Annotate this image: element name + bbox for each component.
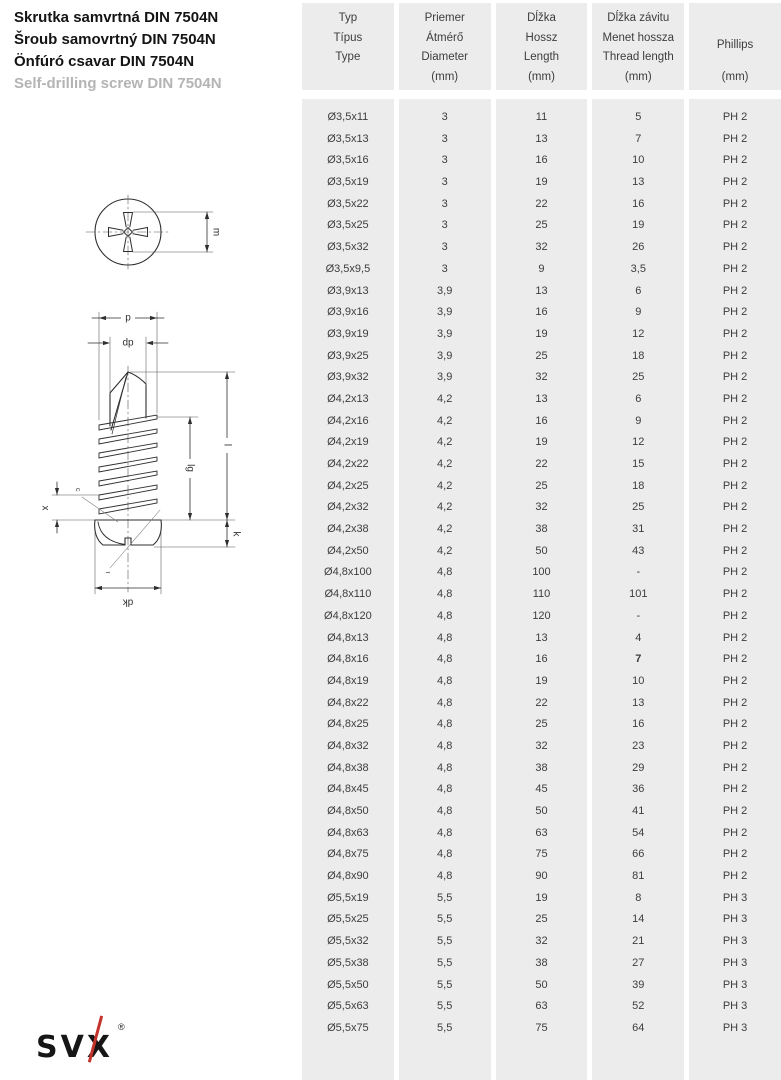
value-cell: 4,2 [437, 392, 453, 405]
value-cell: PH 3 [722, 913, 748, 926]
value-cell: 3 [441, 176, 448, 189]
value-cell: PH 2 [722, 696, 748, 709]
value-cell: PH 2 [722, 501, 748, 514]
value-cell: PH 2 [722, 306, 748, 319]
value-cell: 4,2 [437, 458, 453, 470]
header-line: Diameter [421, 51, 469, 63]
type-cell: Ø4,8x19 [327, 674, 369, 687]
type-cell: Ø3,9x16 [327, 306, 369, 319]
value-cell: PH 2 [722, 154, 748, 167]
body-column-type [302, 99, 394, 1080]
type-cell: Ø4,2x19 [327, 436, 369, 449]
type-cell: Ø5,5x32 [327, 935, 369, 948]
value-cell: 4,8 [437, 653, 453, 666]
body-column-phillips [689, 99, 781, 1080]
value-cell: 19 [535, 891, 548, 904]
value-cell: PH 2 [722, 674, 748, 687]
value-cell: 32 [535, 501, 548, 514]
value-cell: 54 [632, 826, 645, 839]
header-line [689, 9, 781, 29]
value-cell: 16 [632, 718, 645, 731]
value-cell: 41 [632, 805, 645, 817]
value-cell: 50 [535, 544, 548, 557]
value-cell: PH 3 [722, 1000, 748, 1013]
value-cell: 75 [535, 848, 548, 861]
value-cell: 4,8 [437, 609, 453, 622]
type-cell: Ø3,5x9,5 [325, 262, 371, 275]
value-cell: PH 2 [722, 392, 748, 405]
header-line: (mm) [528, 70, 555, 83]
type-cell: Ø4,8x120 [324, 609, 372, 622]
value-cell: 75 [535, 1021, 548, 1034]
value-cell: PH 2 [722, 718, 748, 731]
value-cell: 3 [441, 241, 448, 254]
value-cell: 9 [635, 414, 642, 427]
value-cell: 4,8 [437, 718, 453, 731]
value-cell: 4,2 [437, 479, 453, 492]
value-cell: PH 2 [722, 566, 748, 579]
header-line: Priemer [424, 12, 465, 24]
value-cell: 4,2 [437, 436, 453, 449]
value-cell: 45 [535, 783, 548, 796]
type-cell: Ø4,8x13 [327, 631, 369, 644]
screw-top-view [86, 195, 222, 269]
header-line: Thread length [602, 51, 674, 63]
value-cell: 18 [632, 349, 645, 362]
value-cell: 3,9 [437, 284, 453, 297]
value-cell: 3,9 [437, 349, 453, 362]
value-cell: 5,5 [437, 956, 453, 969]
type-cell: Ø4,8x45 [327, 783, 369, 796]
value-cell: 50 [535, 978, 548, 991]
value-cell: PH 2 [722, 197, 748, 210]
value-cell: PH 2 [722, 848, 748, 861]
value-cell: 4,8 [437, 783, 453, 796]
type-cell: Ø3,9x19 [327, 327, 369, 340]
value-cell: PH 2 [722, 327, 748, 340]
value-cell: 13 [535, 392, 548, 405]
type-cell: Ø4,2x22 [327, 458, 369, 470]
value-cell: 25 [535, 479, 548, 492]
title-slovak: Skrutka samvrtná DIN 7504N [14, 9, 219, 26]
type-cell: Ø4,2x50 [327, 544, 369, 557]
value-cell: PH 3 [722, 956, 748, 969]
type-cell: Ø4,8x16 [327, 653, 369, 666]
dim-label-dk: dk [122, 596, 134, 608]
value-cell: 32 [535, 739, 548, 752]
value-cell: PH 2 [722, 132, 748, 145]
value-cell: PH 2 [722, 241, 748, 254]
type-cell: Ø4,2x16 [327, 414, 369, 427]
value-cell: PH 2 [722, 284, 748, 297]
value-cell: 16 [535, 306, 548, 319]
title-hungarian: Önfúró csavar DIN 7504N [14, 53, 195, 70]
value-cell: 6 [635, 392, 642, 405]
value-cell: 120 [532, 609, 551, 622]
value-cell: 13 [632, 176, 645, 189]
value-cell: 19 [535, 176, 548, 189]
value-cell: PH 2 [722, 176, 748, 189]
value-cell: 10 [632, 154, 645, 167]
header-line: (mm) [431, 70, 459, 83]
value-cell: PH 2 [722, 414, 748, 427]
screw-technical-drawing [30, 180, 260, 620]
value-cell: 14 [632, 913, 645, 926]
value-cell: 6 [635, 284, 642, 297]
value-cell: 3 [441, 219, 448, 232]
value-cell: 11 [535, 111, 548, 123]
value-cell: 12 [632, 327, 645, 340]
value-cell: PH 2 [722, 523, 748, 536]
registered-mark: ® [118, 1022, 125, 1032]
header-line: Átmérő [426, 31, 464, 44]
value-cell: 4,8 [437, 870, 453, 883]
header-line: Menet hossza [602, 31, 675, 44]
table-column-diameter [399, 3, 491, 1080]
value-cell: 90 [535, 870, 548, 883]
value-cell: 4,8 [437, 674, 453, 687]
dimension-k [154, 520, 242, 547]
value-cell: 5,5 [437, 891, 453, 904]
value-cell: 25 [535, 219, 548, 232]
value-cell: 21 [632, 935, 645, 948]
value-cell: 23 [632, 739, 645, 752]
value-cell: 4,8 [437, 805, 453, 817]
value-cell: - [636, 609, 641, 622]
svx-logo [36, 1024, 146, 1080]
title-czech: Šroub samovrtný DIN 7504N [14, 31, 216, 48]
value-cell: 13 [632, 696, 645, 709]
type-cell: Ø4,2x38 [327, 523, 369, 536]
value-cell: PH 2 [722, 458, 748, 470]
value-cell: 13 [535, 631, 548, 644]
dim-label-x: x [39, 505, 51, 511]
table-column-length [496, 3, 588, 1080]
value-cell: 3 [441, 132, 448, 145]
value-cell: 5,5 [437, 1021, 453, 1034]
value-cell: 19 [535, 327, 548, 340]
value-cell: PH 3 [722, 978, 748, 991]
value-cell: PH 2 [722, 870, 748, 883]
value-cell: 81 [632, 870, 645, 883]
header-cell-thread-length [592, 3, 684, 90]
value-cell: 101 [629, 588, 648, 601]
value-cell: 4,2 [437, 544, 453, 557]
type-cell: Ø4,8x75 [327, 848, 369, 861]
type-cell: Ø4,8x100 [324, 566, 372, 579]
value-cell: 31 [632, 523, 645, 536]
dimension-lg [157, 417, 198, 520]
header-cell-phillips [689, 3, 781, 90]
value-cell: 25 [632, 501, 645, 514]
value-cell: 19 [632, 219, 645, 232]
type-cell: Ø4,2x32 [327, 501, 369, 514]
value-cell: 22 [535, 458, 548, 470]
value-cell: PH 2 [722, 588, 748, 601]
value-cell: 66 [632, 848, 645, 861]
value-cell: PH 2 [722, 479, 748, 492]
value-cell: 19 [535, 674, 548, 687]
title-english: Self-drilling screw DIN 7504N [14, 75, 222, 92]
value-cell: PH 2 [722, 349, 748, 362]
value-cell: 25 [535, 349, 548, 362]
value-cell: 4,8 [437, 631, 453, 644]
value-cell: 26 [632, 241, 645, 254]
value-cell: 100 [532, 566, 551, 579]
value-cell: 3 [441, 154, 448, 167]
value-cell: PH 3 [722, 935, 748, 948]
type-cell: Ø4,8x90 [327, 870, 369, 883]
value-cell: 5,5 [437, 1000, 453, 1013]
dim-label-lg: lg [184, 464, 196, 472]
table-column-thread-length [592, 3, 684, 1080]
value-cell: 64 [632, 1021, 645, 1034]
value-cell: 39 [632, 978, 645, 991]
value-cell: PH 2 [722, 544, 748, 557]
dim-label-m: m [210, 227, 222, 237]
type-cell: Ø4,8x110 [324, 588, 372, 601]
header-cell-length [496, 3, 588, 90]
value-cell: 4,8 [437, 696, 453, 709]
value-cell: 15 [632, 458, 645, 470]
value-cell: PH 2 [722, 111, 748, 123]
value-cell: 16 [535, 414, 548, 427]
header-cell-diameter [399, 3, 491, 90]
type-cell: Ø3,5x11 [327, 111, 369, 123]
header-line: Hossz [525, 31, 558, 44]
value-cell: 4,8 [437, 761, 453, 774]
value-cell: 3 [441, 111, 448, 123]
value-cell: PH 3 [722, 1021, 748, 1034]
type-cell: Ø5,5x63 [327, 1000, 369, 1013]
value-cell: 5 [635, 111, 642, 123]
type-cell: Ø5,5x19 [327, 891, 369, 904]
value-cell: 9 [635, 306, 642, 319]
type-cell: Ø3,5x22 [327, 197, 369, 210]
svx-logo-text: SVX [36, 1030, 113, 1065]
dimension-x [40, 482, 100, 533]
value-cell: PH 2 [722, 609, 748, 622]
value-cell: 52 [632, 1000, 645, 1013]
title-block [14, 7, 222, 95]
dim-label-r: r [103, 570, 112, 575]
dim-label-dp: dp [122, 337, 134, 349]
value-cell: 18 [632, 479, 645, 492]
type-cell: Ø5,5x50 [327, 978, 369, 991]
value-cell: 22 [535, 696, 548, 709]
header-line: Típus [333, 31, 363, 44]
value-cell: PH 2 [722, 653, 748, 666]
header-line: (mm) [721, 70, 749, 83]
value-cell: PH 2 [722, 805, 748, 817]
value-cell: 3 [441, 197, 448, 210]
table-column-type [302, 3, 394, 1080]
value-cell: PH 2 [722, 371, 748, 384]
value-cell: 63 [535, 1000, 548, 1013]
value-cell: 3,9 [437, 371, 453, 384]
value-cell: 16 [535, 653, 548, 666]
dim-label-l: l [221, 443, 233, 447]
screw-side-view [40, 311, 242, 608]
value-cell: 4 [635, 631, 642, 644]
header-line: Dĺžka [527, 12, 556, 24]
value-cell: - [636, 566, 641, 579]
type-cell: Ø3,9x32 [327, 371, 369, 384]
type-cell: Ø4,8x38 [327, 761, 369, 774]
value-cell: 7 [635, 653, 642, 666]
value-cell: 5,5 [437, 913, 453, 926]
type-cell: Ø4,8x63 [327, 826, 369, 839]
header-line: Typ [338, 12, 358, 24]
type-cell: Ø5,5x25 [327, 913, 369, 926]
header-line: Type [335, 51, 361, 63]
type-cell: Ø3,5x25 [327, 219, 369, 232]
value-cell: 3,5 [630, 262, 646, 275]
value-cell: PH 2 [722, 436, 748, 449]
value-cell: 27 [632, 956, 645, 969]
dim-label-p: p [125, 312, 131, 324]
type-cell: Ø4,8x22 [327, 696, 369, 709]
value-cell: 4,2 [437, 523, 453, 536]
value-cell: 9 [538, 262, 545, 275]
type-cell: Ø4,8x32 [327, 739, 369, 752]
value-cell: PH 2 [722, 826, 748, 839]
type-cell: Ø4,8x50 [327, 805, 369, 817]
header-line: (mm) [624, 70, 652, 83]
value-cell: 43 [632, 544, 645, 557]
type-cell: Ø4,2x13 [327, 392, 369, 405]
value-cell: 16 [535, 154, 548, 167]
header-line: Phillips [716, 38, 754, 51]
header-cell-type [302, 3, 394, 90]
body-column-thread-length [592, 99, 684, 1080]
value-cell: 32 [535, 241, 548, 254]
value-cell: 32 [535, 371, 548, 384]
type-cell: Ø3,5x13 [327, 132, 369, 145]
type-cell: Ø3,9x13 [327, 284, 369, 297]
value-cell: 22 [535, 197, 548, 210]
body-column-diameter [399, 99, 491, 1080]
value-cell: 4,8 [437, 848, 453, 861]
value-cell: 38 [535, 956, 548, 969]
type-cell: Ø3,5x16 [327, 154, 369, 167]
value-cell: 10 [632, 674, 645, 687]
value-cell: 4,8 [437, 739, 453, 752]
value-cell: 25 [535, 718, 548, 731]
value-cell: 4,2 [437, 414, 453, 427]
value-cell: 3,9 [437, 306, 453, 319]
type-cell: Ø5,5x38 [327, 956, 369, 969]
value-cell: 19 [535, 436, 548, 449]
value-cell: 16 [632, 197, 645, 210]
type-cell: Ø5,5x75 [327, 1021, 369, 1034]
value-cell: 13 [535, 284, 548, 297]
value-cell: 5,5 [437, 935, 453, 948]
value-cell: 13 [535, 132, 548, 145]
value-cell: 50 [535, 805, 548, 817]
value-cell: 25 [535, 913, 548, 926]
type-cell: Ø3,9x25 [327, 349, 369, 362]
value-cell: 4,8 [437, 566, 453, 579]
value-cell: 38 [535, 761, 548, 774]
value-cell: 4,2 [437, 501, 453, 514]
header-line: Length [523, 51, 560, 63]
value-cell: 8 [635, 891, 642, 904]
value-cell: PH 2 [722, 783, 748, 796]
value-cell: 63 [535, 826, 548, 839]
value-cell: 3,9 [437, 327, 453, 340]
table-column-phillips [689, 3, 781, 1080]
value-cell: 32 [535, 935, 548, 948]
header-line: Dĺžka závitu [607, 12, 670, 24]
value-cell: 4,8 [437, 588, 453, 601]
type-cell: Ø4,2x25 [327, 479, 369, 492]
value-cell: PH 2 [722, 739, 748, 752]
value-cell: 25 [632, 371, 645, 384]
dim-label-k: k [230, 531, 242, 537]
value-cell: 110 [532, 588, 551, 601]
dim-label-c: c [73, 487, 82, 493]
value-cell: 4,8 [437, 826, 453, 839]
value-cell: 5,5 [437, 978, 453, 991]
type-cell: Ø4,8x25 [327, 718, 369, 731]
type-cell: Ø3,5x19 [327, 176, 369, 189]
value-cell: PH 3 [722, 891, 748, 904]
body-column-length [496, 99, 588, 1080]
value-cell: PH 2 [722, 219, 748, 232]
size-table [302, 3, 781, 1080]
value-cell: 3 [441, 262, 448, 275]
value-cell: PH 2 [722, 631, 748, 644]
value-cell: 7 [635, 132, 642, 145]
header-line [302, 68, 394, 88]
value-cell: PH 2 [722, 262, 748, 275]
value-cell: PH 2 [722, 761, 748, 774]
value-cell: 29 [632, 761, 645, 774]
value-cell: 36 [632, 783, 645, 796]
value-cell: 12 [632, 436, 645, 449]
value-cell: 38 [535, 523, 548, 536]
type-cell: Ø3,5x32 [327, 241, 369, 254]
